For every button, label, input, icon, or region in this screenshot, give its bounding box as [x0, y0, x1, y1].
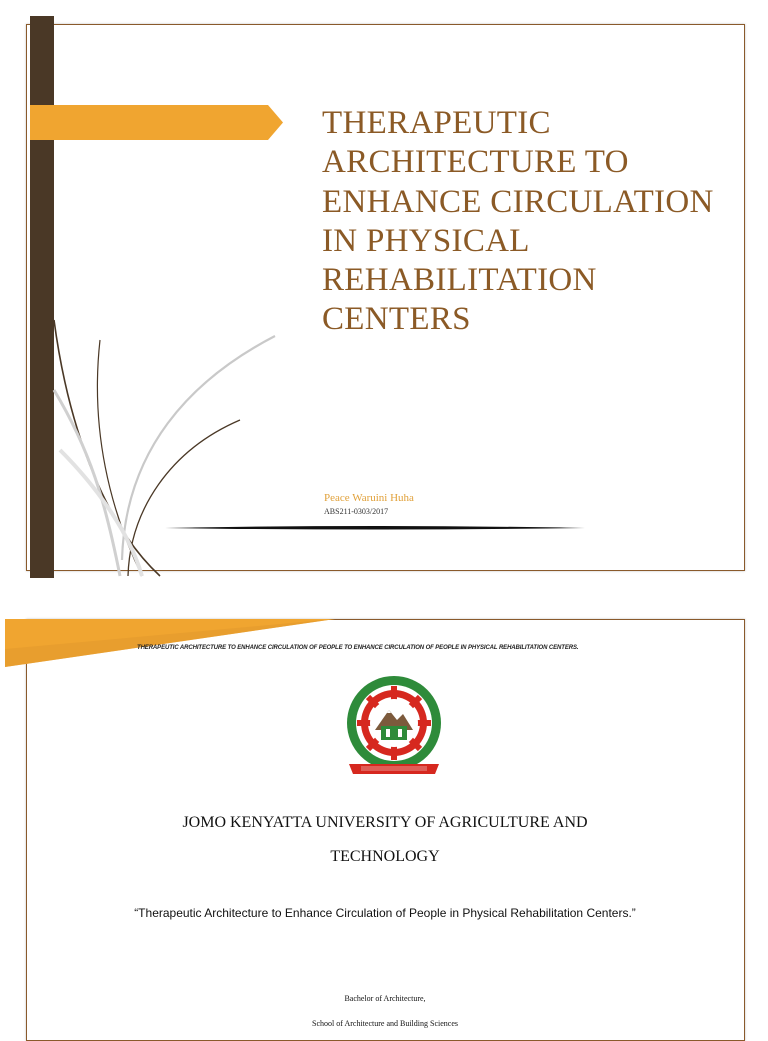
- project-title-quote: “Therapeutic Architecture to Enhance Circulation of People in Physical Rehabilitation Centers.”: [134, 906, 636, 920]
- registration-number: ABS211-0303/2017: [324, 507, 389, 516]
- author-name: Peace Waruini Huha: [324, 492, 414, 504]
- document-title: THERAPEUTIC ARCHITECTURE TO ENHANCE CIRCULATION IN PHYSICAL REHABILITATION CENTERS: [322, 105, 714, 338]
- orange-arrow-banner: [30, 105, 283, 140]
- running-header: THERAPEUTIC ARCHITECTURE TO ENHANCE CIRCULATION OF PEOPLE TO ENHANCE CIRCULATION OF PEOPLE IN PHYSICAL REHABILITATION CENTERS.: [137, 645, 579, 651]
- school-line: School of Architecture and Building Sciences: [312, 1019, 458, 1028]
- university-name: JOMO KENYATTA UNIVERSITY OF AGRICULTURE AND TECHNOLOGY: [182, 814, 588, 865]
- orange-corner-band: [5, 619, 335, 667]
- title-rule: [165, 524, 585, 532]
- decorative-swooshes: [30, 300, 290, 580]
- university-logo: [345, 674, 443, 782]
- degree-line: Bachelor of Architecture,: [344, 994, 426, 1003]
